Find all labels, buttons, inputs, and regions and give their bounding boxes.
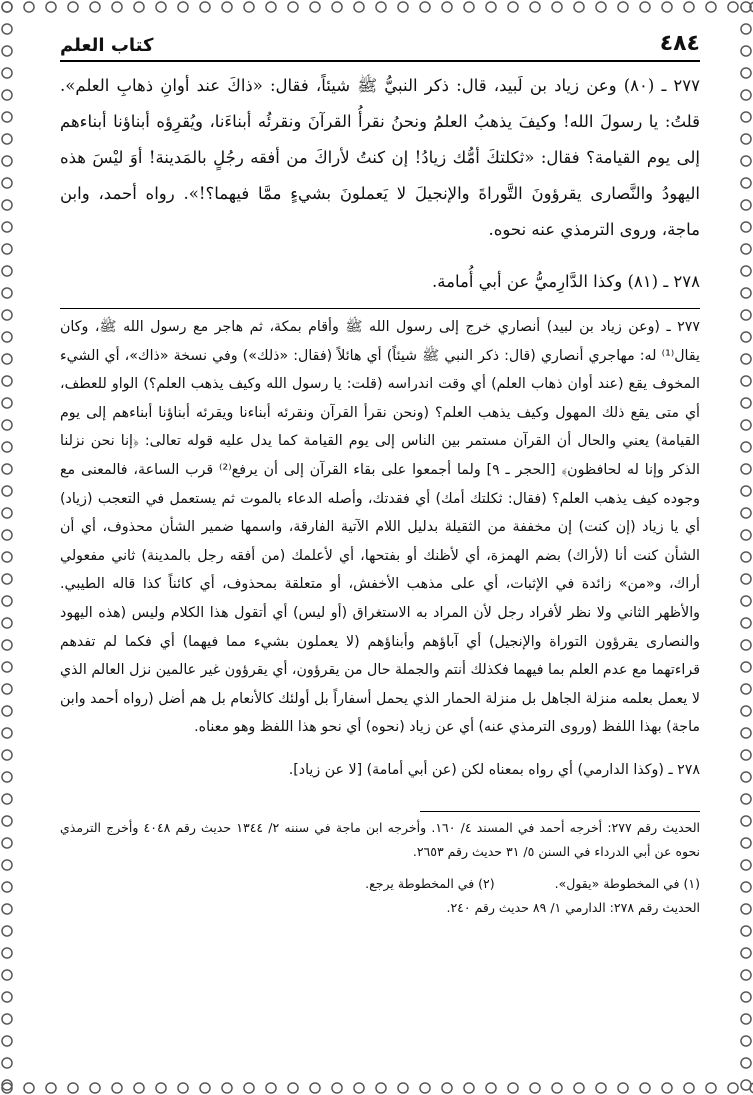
page-number: ٤٨٤	[659, 31, 700, 56]
border-top	[0, 0, 753, 14]
footnote-1: (١) في المخطوطة «يقول».	[554, 875, 700, 891]
hadith-text	[60, 68, 700, 300]
footnote-row	[60, 872, 700, 896]
commentary-277: ٢٧٧ ـ (وعن زياد بن لبيد) أنصاري خرج إلى رسول الله ﷺ وأقام بمكة، ثم هاجر مع رسول الله ﷺ، وكان يقال⁽¹⁾ له: مهاجري أنصاري (قال: ذكر النبي ﷺ شيئاً) أي هائلاً (فقال: «ذلك») وفي نسخة «ذاك»، أي الشيء المخوف يقع (عند أوان ذهاب العلم) أي وقت اندراسه (قلت: يا رسول الله وكيف يذهب العلم؟) الواو للعطف، أي متى يقع ذلك المهول وكيف يذهب العلم؟ (ونحن نقرأ القرآن ونقرئه أبناءنا ويقرئه أبناؤنا أبناءهم إلى يوم القيامة) يعني والحال أن القرآن مستمر بين الناس إلى يوم القيامة كما يدل عليه قوله تعالى: ﴿إنا نحن نزلنا الذكر وإنا له لحافظون﴾ [الحجر ـ ٩] ولما أجمعوا على بقاء القرآن إلى أن يرفع⁽²⁾ قرب الساعة، فالمعنى مع وجوده كيف يذهب العلم؟ (فقال: ثكلتك أمك) أي فقدتك، وأصله الدعاء بالموت ثم يستعمل في التعجب (زياد) أي يا زياد (إن كنت) إن مخففة من الثقيلة بدليل اللام الآتية الفارقة، واسمها ضمير الشأن محذوف، أي أن الشأن كنت أنا (لأراك) بضم الهمزة، أي لأظنك أو بفتحها، أي لأعلمك (من أفقه رجل بالمدينة) ثاني مفعولي أراك، و«من» زائدة في الإثبات، أي على مذهب الأخفش، أو متعلقة بمحذوف، أي كائناً كذا قاله الطيبي. والأظهر الثاني ولا نظر لأفراد رجل لأن المراد به الاستغراق (أو ليس) أي أتقول هذا الكلام وليس (هذه اليهود والنصارى يقرؤون التوراة والإنجيل) أي آباؤهم وأبناؤهم (لا يعملون بشيء مما فيهما) أي فكما لم تفدهم قراءتهما مع عدم العلم بما فيهما فكذلك أنتم والجملة حال من يقرؤون، أي يقرؤون غير عالمين نزل العالم الذي لا يعمل بعلمه منزلة الجاهل بل منزلة الحمار الذي يحمل أسفاراً بل أولئك كالأنعام بل هم أضل (رواه أحمد وابن ماجة) بهذا اللفظ (وروى الترمذي عنه) أي عن زياد (نحوه) أي نحو هذا اللفظ وهو معناه.	[60, 319, 700, 736]
footnotes	[60, 816, 700, 920]
page-header	[60, 26, 700, 62]
book-title: كتاب العلم	[60, 35, 154, 56]
border-right	[739, 0, 753, 1095]
border-left	[0, 0, 14, 1095]
footnote-2: (٢) في المخطوطة يرجع.	[365, 875, 495, 891]
commentary-278: ٢٧٨ ـ (وكذا الدارمي) أي رواه بمعناه لكن (عن أبي أمامة) [لا عن زياد].	[288, 761, 700, 778]
hadith-277: ٢٧٧ ـ (٨٠) وعن زياد بن لَبيد، قال: ذكر النبيُّ ﷺ شيئاً، فقال: «ذاكَ عند أوانِ ذهابِ العلم». قلتُ: يا رسولَ الله! وكيفَ يذهبُ العلمُ ونحنُ نقرأُ القرآنَ ونقرئُه أبناءَنا، ويُقرِؤه أبناؤنا أبناءهم إلى يوم القيامة؟ فقال: «ثكلتكَ أمُّك زيادُ! إن كنتُ لأراكَ من أفقه رجُلٍ بالمَدينة! أوَ ليْسَ هذه اليهودُ والنَّصارى يقرؤونَ التَّوراةَ والإنجيلَ لا يَعملونَ بشيءٍ ممَّا فيهما؟!». رواه أحمد، وابن ماجة، وروى الترمذي عنه نحوه.	[60, 76, 701, 239]
page	[60, 26, 700, 1071]
takhrij-277: الحديث رقم ٢٧٧: أخرجه أحمد في المسند ٤/ ١٦٠. وأخرجه ابن ماجة في سننه ٢/ ١٣٤٤ حديث رقم ٤٠٤٨ وأخرج الترمذي نحوه عن أبي الدرداء في السنن ٥/ ٣١ حديث رقم ٢٦٥٣.	[60, 819, 701, 859]
takhrij-278: الحديث رقم ٢٧٨: الدارمي ١/ ٨٩ حديث رقم ٢٤٠.	[446, 899, 700, 915]
hadith-278: ٢٧٨ ـ (٨١) وكذا الدَّارِميُّ عن أبي أُمامة.	[432, 272, 700, 291]
border-bottom	[0, 1081, 753, 1095]
section-divider	[60, 308, 700, 309]
footnote-divider	[420, 811, 700, 812]
commentary	[60, 313, 700, 785]
